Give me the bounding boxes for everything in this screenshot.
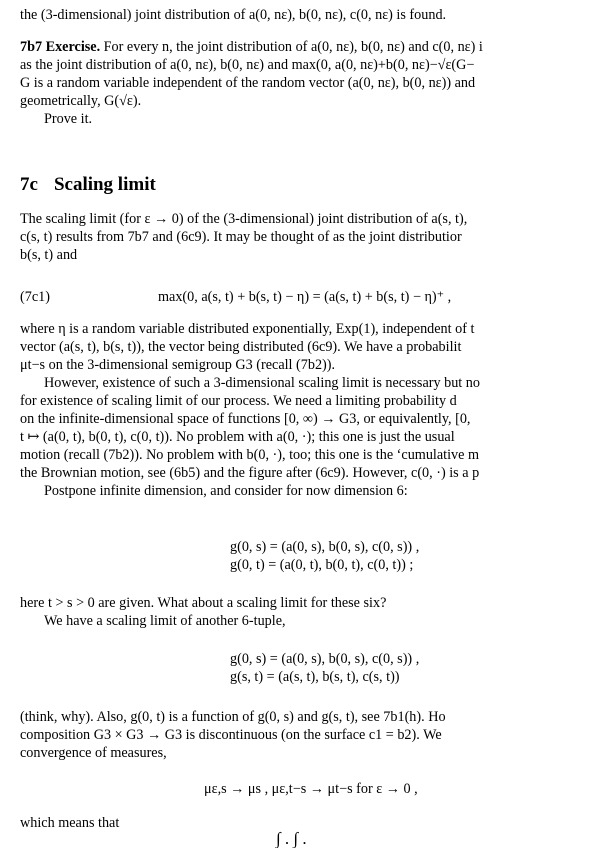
paragraph-2 xyxy=(20,320,474,374)
exercise-line-1 xyxy=(20,38,483,56)
paragraph-3 xyxy=(20,374,480,500)
equation-line: g(0, t) = (a(0, t), b(0, t), c(0, t)) ; xyxy=(230,557,414,573)
text-line: composition G3 × G3 → G3 is discontinuous (on the surface c1 = b2). We xyxy=(20,727,442,743)
paragraph-5 xyxy=(20,594,386,630)
paragraph-8 xyxy=(20,814,119,832)
exercise-prove: Prove it. xyxy=(44,111,93,127)
text-line: μt−s on the 3-dimensional semigroup G3 (recall (7b2)). xyxy=(20,357,336,373)
text-line: We have a scaling limit of another 6-tuple, xyxy=(44,613,286,629)
exercise-line-2: as the joint distribution of a(0, nε), b(0, nε) and max(0, a(0, nε)+b(0, nε)−√ε(G− xyxy=(20,57,475,73)
exercise-line-4: geometrically, G(√ε). xyxy=(20,93,142,109)
equation-7c1: max(0, a(s, t) + b(s, t) − η) = (a(s, t) + b(s, t) − η)⁺ , xyxy=(158,289,452,305)
exercise-line-3: G is a random variable independent of the random vector (a(0, nε), b(0, nε)) and xyxy=(20,75,476,91)
equation-line: g(s, t) = (a(s, t), b(s, t), c(s, t)) xyxy=(230,669,400,685)
intro-line xyxy=(20,6,446,24)
text-line: convergence of measures, xyxy=(20,745,167,761)
paragraph-7 xyxy=(20,708,446,762)
equation-convergence: με,s → μs , με,t−s → μt−s for ε → 0 , xyxy=(204,781,418,797)
section-title: Scaling limit xyxy=(53,174,156,195)
section-number: 7c xyxy=(20,174,38,195)
text-line: b(s, t) and xyxy=(20,247,78,263)
exercise-label: 7b7 Exercise. xyxy=(20,39,101,55)
text-line: on the infinite-dimensional space of functions [0, ∞) → G3, or equivalently, [0, xyxy=(20,411,471,427)
exercise-block xyxy=(20,38,483,128)
text-line: where η is a random variable distributed exponentially, Exp(1), independent of t xyxy=(20,321,475,337)
section-heading xyxy=(20,176,156,194)
text-line: However, existence of such a 3-dimensional scaling limit is necessary but no xyxy=(44,375,480,391)
text-line: the Brownian motion, see (6b5) and the figure after (6c9). However, c(0, ·) is a p xyxy=(20,465,480,481)
text-line: the (3-dimensional) joint distribution of a(0, nε), b(0, nε), c(0, nε) is found. xyxy=(20,7,447,23)
text-line: for existence of scaling limit of our process. We need a limiting probability d xyxy=(20,393,457,409)
text-line: Postpone infinite dimension, and consider for now dimension 6: xyxy=(44,483,408,499)
equation-g-set-b xyxy=(230,650,419,686)
equation-line: g(0, s) = (a(0, s), b(0, s), c(0, s)) , xyxy=(230,651,420,667)
equation-g-set-a xyxy=(230,538,419,574)
text-line: c(s, t) results from 7b7 and (6c9). It may be thought of as the joint distributior xyxy=(20,229,462,245)
paragraph-1 xyxy=(20,210,467,264)
text-line: The scaling limit (for ε → 0) of the (3-dimensional) joint distribution of a(s, t), xyxy=(20,211,468,227)
equation-line: g(0, s) = (a(0, s), b(0, s), c(0, s)) , xyxy=(230,539,420,555)
text-line: (think, why). Also, g(0, t) is a function of g(0, s) and g(s, t), see 7b1(h). Ho xyxy=(20,709,446,725)
equation-label: (7c1) xyxy=(20,289,50,305)
text-line: vector (a(s, t), b(s, t)), the vector being distributed (6c9). We have a probabilit xyxy=(20,339,462,355)
equation-partial: ∫ . ∫ . xyxy=(276,829,307,848)
text-line: which means that xyxy=(20,815,120,831)
text-line: here t > s > 0 are given. What about a scaling limit for these six? xyxy=(20,595,387,611)
text-line: t ↦ (a(0, t), b(0, t), c(0, t)). No problem with a(0, ·); this one is just the usual xyxy=(20,429,455,445)
exercise-text: For every n, the joint distribution of a(0, nε), b(0, nε) and c(0, nε) i xyxy=(100,39,483,55)
text-line: motion (recall (7b2)). No problem with b(0, ·), too; this one is the ‘cumulative m xyxy=(20,447,480,463)
